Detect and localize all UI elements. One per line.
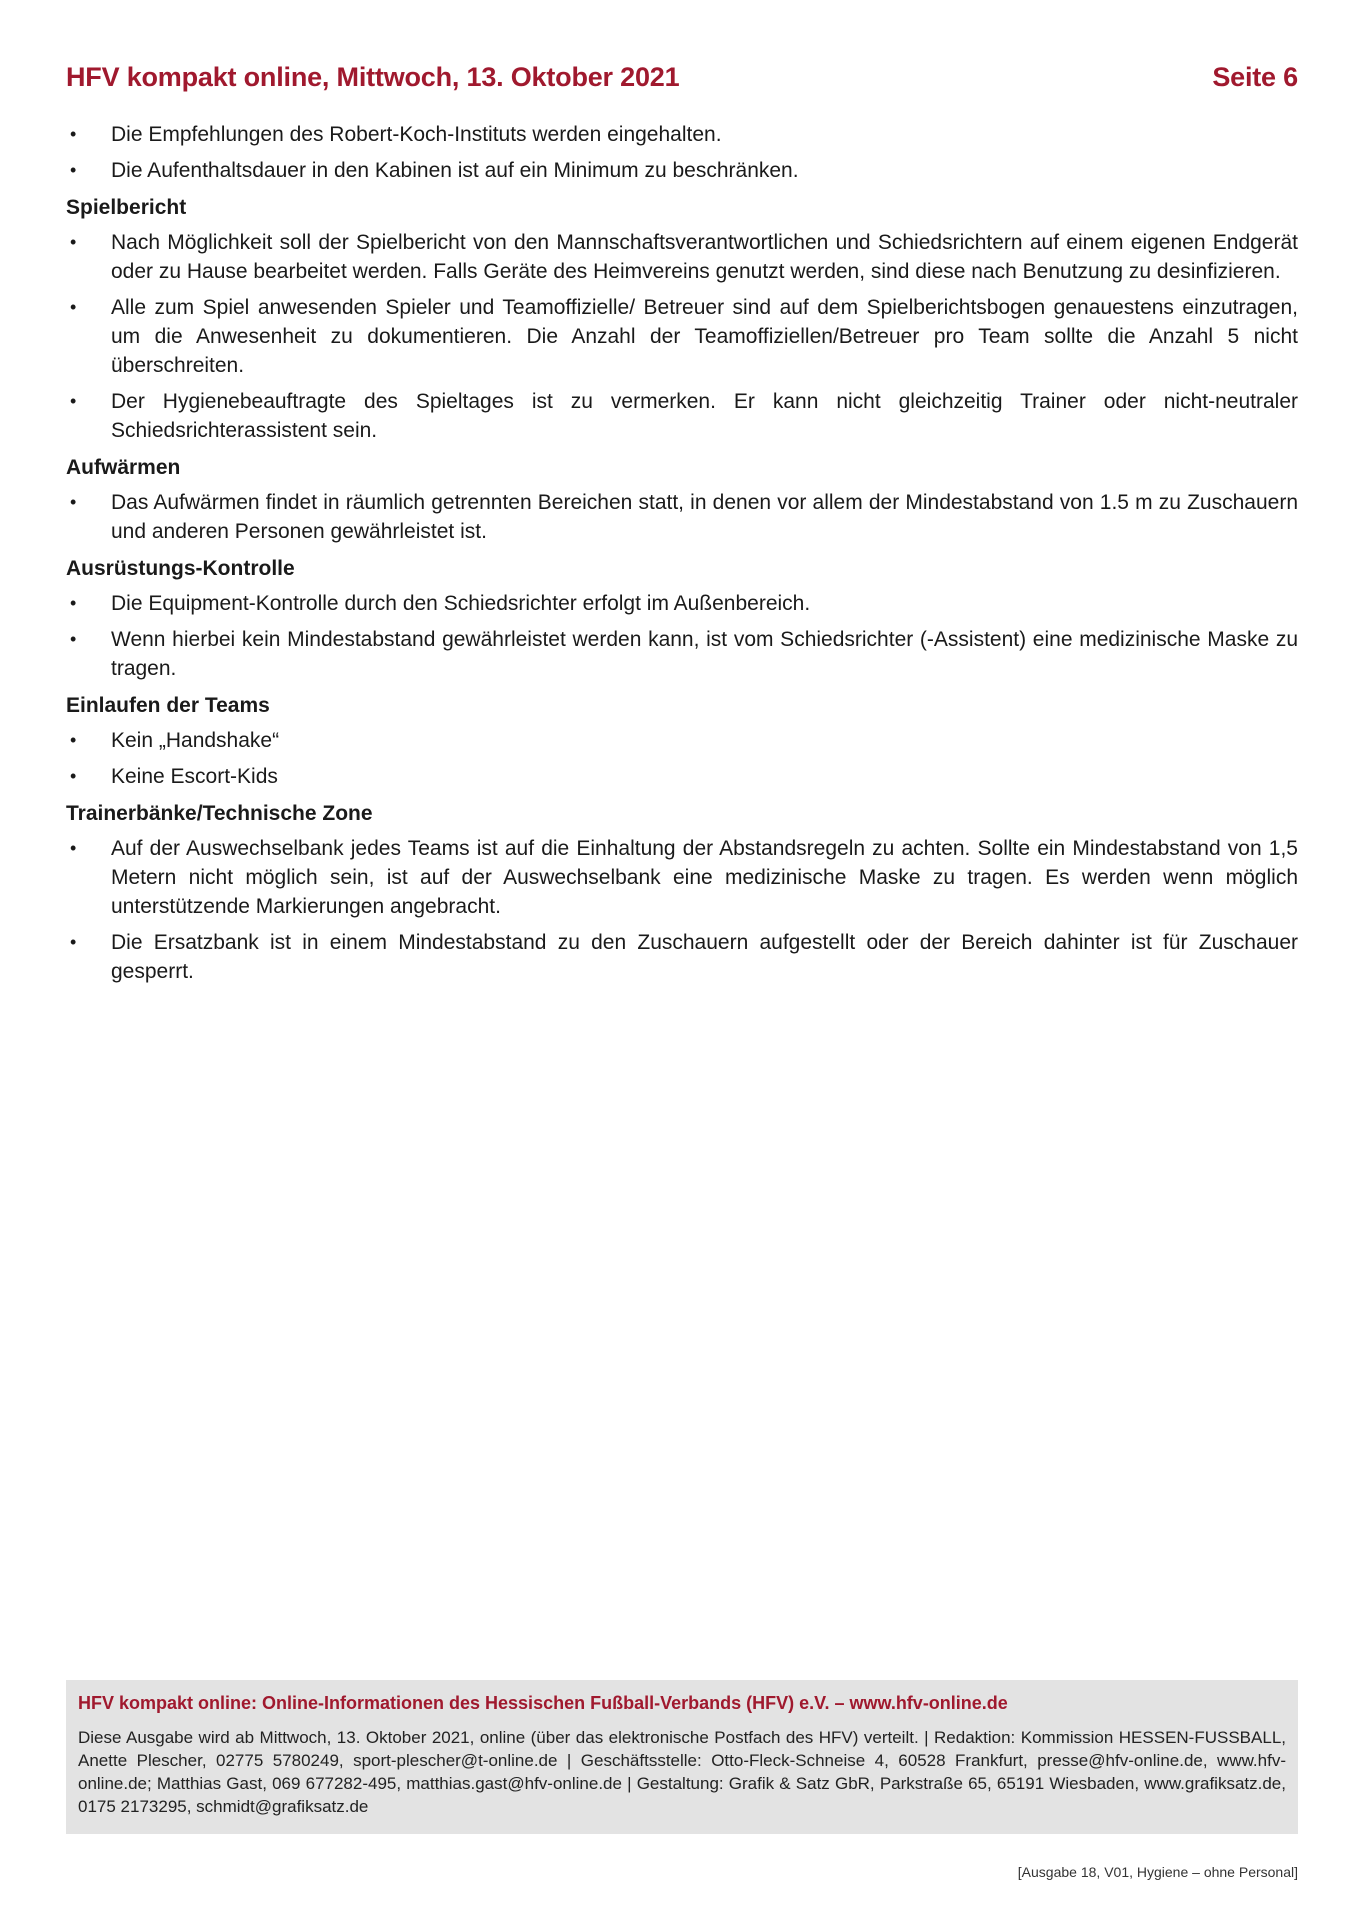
bullet-list-aufwaermen <box>66 488 1298 546</box>
section-heading-spielbericht: Spielbericht <box>66 196 187 219</box>
imprint-title: HFV kompakt online: Online-Informationen des Hessischen Fußball-Verbands (HFV) e.V. – www.hfv-online.de <box>78 1693 1008 1713</box>
list-item <box>66 726 1298 755</box>
bullet-icon: • <box>70 391 77 411</box>
header-title: HFV kompakt online, Mittwoch, 13. Oktober 2021 <box>66 62 680 92</box>
bullet-icon: • <box>70 932 77 952</box>
intro-bullet-list <box>66 120 1298 185</box>
bullet-icon: • <box>70 766 77 786</box>
bullet-icon: • <box>70 160 77 180</box>
bullet-icon: • <box>70 492 77 512</box>
page-number: Seite 6 <box>1212 62 1298 92</box>
list-item <box>66 293 1298 380</box>
list-item-text: Kein „Handshake“ <box>111 729 280 752</box>
section-heading-trainerbaenke: Trainerbänke/Technische Zone <box>66 802 373 825</box>
list-item <box>66 120 1298 149</box>
bullet-list-ausruestungs-kontrolle <box>66 589 1298 683</box>
imprint-box <box>66 1680 1298 1834</box>
list-item-text: Alle zum Spiel anwesenden Spieler und Teamoffizielle/ Betreuer sind auf dem Spielberichtsbogen genauestens einzutragen, um die Anwesenheit zu dokumentieren. Die Anzahl der Teamoffiziellen/Betreuer pro Team sollte die Anzahl 5 nicht überschreiten. <box>111 296 1298 377</box>
list-item <box>66 228 1298 286</box>
list-item-text: Das Aufwärmen findet in räumlich getrennten Bereichen statt, in denen vor allem der Mindestabstand von 1.5 m zu Zuschauern und anderen Personen gewährleistet ist. <box>111 491 1298 543</box>
list-item-text: Keine Escort-Kids <box>111 765 278 788</box>
bullet-icon: • <box>70 124 77 144</box>
list-item-text: Auf der Auswechselbank jedes Teams ist auf die Einhaltung der Abstandsregeln zu achten. Sollte ein Mindestabstand von 1,5 Metern nicht möglich sein, ist auf der Auswechselbank eine medizinische Maske zu tragen. Es werden wenn möglich unterstützende Markierungen angebracht. <box>111 837 1298 918</box>
list-item <box>66 387 1298 445</box>
bullet-list-trainerbaenke <box>66 834 1298 986</box>
section-heading-aufwaermen: Aufwärmen <box>66 456 181 479</box>
list-item <box>66 488 1298 546</box>
bullet-icon: • <box>70 232 77 252</box>
bullet-icon: • <box>70 730 77 750</box>
list-item-text: Die Equipment-Kontrolle durch den Schiedsrichter erfolgt im Außenbereich. <box>111 592 811 615</box>
section-heading-ausruestungs-kontrolle: Ausrüstungs-Kontrolle <box>66 557 295 580</box>
list-item <box>66 762 1298 791</box>
list-item <box>66 834 1298 921</box>
bullet-list-spielbericht <box>66 228 1298 445</box>
list-item-text: Der Hygienebeauftragte des Spieltages ist zu vermerken. Er kann nicht gleichzeitig Trainer oder nicht-neutraler Schiedsrichterassistent sein. <box>111 390 1298 442</box>
page-header <box>66 62 1298 93</box>
bullet-icon: • <box>70 297 77 317</box>
imprint-text: Diese Ausgabe wird ab Mittwoch, 13. Oktober 2021, online (über das elektronische Postfach des HFV) verteilt. | Redaktion: Kommission HESSEN-FUSSBALL, Anette Plescher, 02775 5780249, sport-plescher@t-online.de | Geschäftsstelle: Otto-Fleck-Schneise 4, 60528 Frankfurt, presse@hfv-online.de, www.hfv-online.de; Matthias Gast, 069 677282-495, matthias.gast@hfv-online.de | Gestaltung: Grafik & Satz GbR, Parkstraße 65, 65191 Wiesbaden, www.grafiksatz.de, 0175 2173295, schmidt@grafiksatz.de <box>78 1728 1286 1816</box>
bullet-icon: • <box>70 593 77 613</box>
document-body <box>66 120 1298 993</box>
bullet-icon: • <box>70 629 77 649</box>
list-item-text: Wenn hierbei kein Mindestabstand gewährleistet werden kann, ist vom Schiedsrichter (-Assistent) eine medizinische Maske zu tragen. <box>111 628 1298 680</box>
bullet-list-einlaufen <box>66 726 1298 791</box>
section-heading-einlaufen: Einlaufen der Teams <box>66 694 270 717</box>
bullet-icon: • <box>70 838 77 858</box>
list-item <box>66 156 1298 185</box>
list-item <box>66 589 1298 618</box>
list-item-text: Nach Möglichkeit soll der Spielbericht von den Mannschaftsverantwortlichen und Schiedsrichtern auf einem eigenen Endgerät oder zu Hause bearbeitet werden. Falls Geräte des Heimvereins genutzt werden, sind diese nach Benutzung zu desinfizieren. <box>111 231 1298 283</box>
edition-label: [Ausgabe 18, V01, Hygiene – ohne Personal] <box>1017 1864 1298 1880</box>
list-item-text: Die Aufenthaltsdauer in den Kabinen ist auf ein Minimum zu beschränken. <box>111 159 799 182</box>
list-item <box>66 625 1298 683</box>
list-item <box>66 928 1298 986</box>
list-item-text: Die Empfehlungen des Robert-Koch-Instituts werden eingehalten. <box>111 123 722 146</box>
list-item-text: Die Ersatzbank ist in einem Mindestabstand zu den Zuschauern aufgestellt oder der Bereich dahinter ist für Zuschauer gesperrt. <box>111 931 1298 983</box>
